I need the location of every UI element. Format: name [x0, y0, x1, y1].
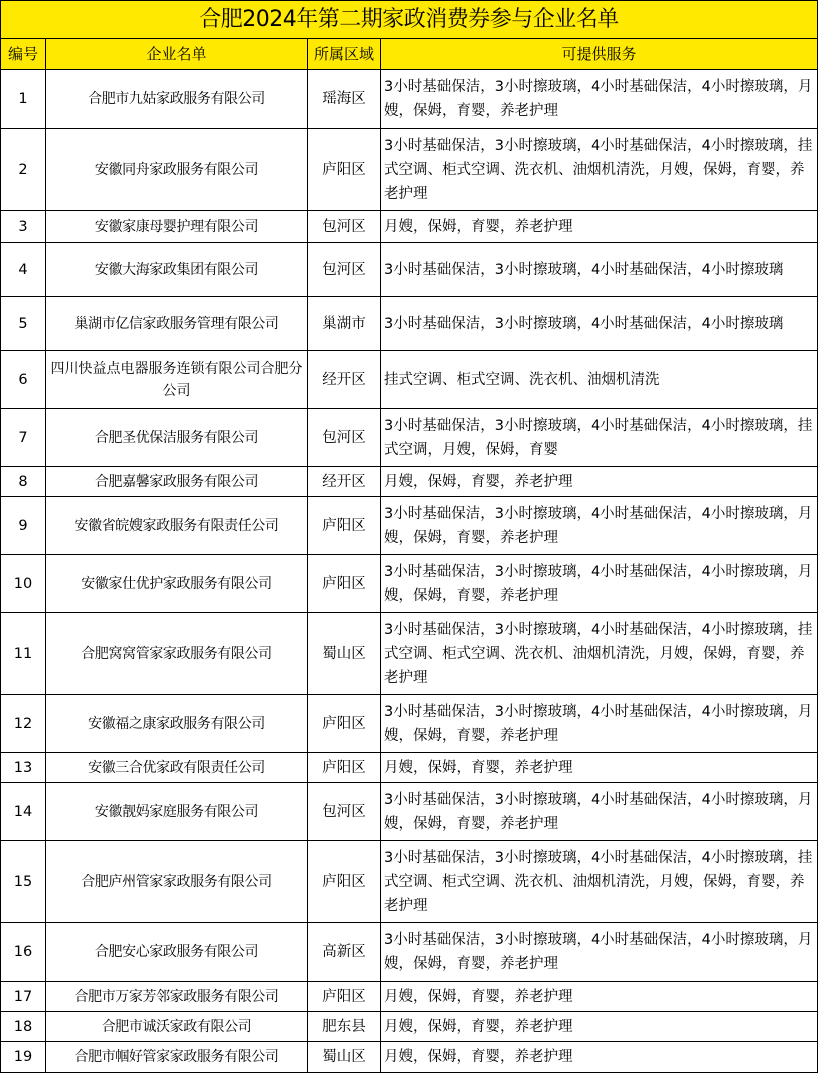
row-number: 15 [1, 841, 46, 923]
table-row [1, 555, 818, 613]
services: 3小时基础保洁，3小时擦玻璃，4小时基础保洁，4小时擦玻璃，月嫂，保姆，育婴，养老护理 [381, 555, 818, 613]
services: 月嫂，保姆，育婴，养老护理 [381, 1042, 818, 1073]
row-number: 14 [1, 783, 46, 841]
district: 庐阳区 [308, 982, 381, 1012]
table-row [1, 1042, 818, 1073]
services: 月嫂，保姆，育婴，养老护理 [381, 467, 818, 497]
services: 3小时基础保洁，3小时擦玻璃，4小时基础保洁，4小时擦玻璃，月嫂，保姆，育婴，养老护理 [381, 70, 818, 129]
district: 庐阳区 [308, 841, 381, 923]
services: 月嫂，保姆，育婴，养老护理 [381, 753, 818, 783]
company-name: 合肥圣优保洁服务有限公司 [46, 409, 308, 467]
company-name: 合肥市诚沃家政有限公司 [46, 1012, 308, 1042]
table-row [1, 497, 818, 555]
services: 月嫂，保姆，育婴，养老护理 [381, 211, 818, 243]
services: 3小时基础保洁，3小时擦玻璃，4小时基础保洁，4小时擦玻璃，挂式空调、柜式空调、洗衣机、油烟机清洗，月嫂，保姆，育婴，养老护理 [381, 841, 818, 923]
table-row [1, 211, 818, 243]
table-row [1, 1012, 818, 1042]
table-row [1, 409, 818, 467]
district: 庐阳区 [308, 695, 381, 753]
district: 蜀山区 [308, 1042, 381, 1073]
company-name: 合肥庐州管家家政服务有限公司 [46, 841, 308, 923]
header-row [1, 39, 818, 70]
company-name: 安徽三合优家政有限责任公司 [46, 753, 308, 783]
services: 3小时基础保洁，3小时擦玻璃，4小时基础保洁，4小时擦玻璃，挂式空调、柜式空调、洗衣机、油烟机清洗，月嫂，保姆，育婴，养老护理 [381, 613, 818, 695]
header-services: 可提供服务 [381, 39, 818, 70]
district: 肥东县 [308, 1012, 381, 1042]
table-row [1, 129, 818, 211]
company-name: 合肥市帼好管家家政服务有限公司 [46, 1042, 308, 1073]
district: 经开区 [308, 467, 381, 497]
row-number: 3 [1, 211, 46, 243]
company-name: 合肥窝窝管家家政服务有限公司 [46, 613, 308, 695]
services: 月嫂，保姆，育婴，养老护理 [381, 1012, 818, 1042]
district: 经开区 [308, 351, 381, 409]
header-area: 所属区域 [308, 39, 381, 70]
row-number: 10 [1, 555, 46, 613]
company-name: 四川快益点电器服务连锁有限公司合肥分公司 [46, 351, 308, 409]
row-number: 17 [1, 982, 46, 1012]
table-row [1, 753, 818, 783]
row-number: 13 [1, 753, 46, 783]
company-name: 安徽家康母婴护理有限公司 [46, 211, 308, 243]
row-number: 12 [1, 695, 46, 753]
services: 3小时基础保洁，3小时擦玻璃，4小时基础保洁，4小时擦玻璃，挂式空调，月嫂，保姆，育婴 [381, 409, 818, 467]
header-num: 编号 [1, 39, 46, 70]
table-row [1, 297, 818, 351]
row-number: 9 [1, 497, 46, 555]
services: 3小时基础保洁，3小时擦玻璃，4小时基础保洁，4小时擦玻璃 [381, 297, 818, 351]
sheet-title: 合肥2024年第二期家政消费券参与企业名单 [1, 1, 818, 39]
district: 庐阳区 [308, 129, 381, 211]
company-name: 安徽大海家政集团有限公司 [46, 243, 308, 297]
table-row [1, 695, 818, 753]
header-company: 企业名单 [46, 39, 308, 70]
row-number: 6 [1, 351, 46, 409]
district: 蜀山区 [308, 613, 381, 695]
services: 3小时基础保洁，3小时擦玻璃，4小时基础保洁，4小时擦玻璃，月嫂，保姆，育婴，养老护理 [381, 497, 818, 555]
table-row [1, 613, 818, 695]
row-number: 19 [1, 1042, 46, 1073]
row-number: 7 [1, 409, 46, 467]
row-number: 1 [1, 70, 46, 129]
services: 3小时基础保洁，3小时擦玻璃，4小时基础保洁，4小时擦玻璃，挂式空调、柜式空调、洗衣机、油烟机清洗，月嫂，保姆，育婴，养老护理 [381, 129, 818, 211]
company-name: 巢湖市亿信家政服务管理有限公司 [46, 297, 308, 351]
row-number: 4 [1, 243, 46, 297]
district: 庐阳区 [308, 753, 381, 783]
company-name: 安徽同舟家政服务有限公司 [46, 129, 308, 211]
row-number: 8 [1, 467, 46, 497]
table-row [1, 841, 818, 923]
company-name: 合肥市九姑家政服务有限公司 [46, 70, 308, 129]
row-number: 16 [1, 923, 46, 982]
services: 月嫂，保姆，育婴，养老护理 [381, 982, 818, 1012]
district: 巢湖市 [308, 297, 381, 351]
company-name: 安徽省皖嫂家政服务有限责任公司 [46, 497, 308, 555]
district: 包河区 [308, 409, 381, 467]
row-number: 18 [1, 1012, 46, 1042]
district: 包河区 [308, 243, 381, 297]
district: 包河区 [308, 783, 381, 841]
district: 庐阳区 [308, 555, 381, 613]
table-row [1, 243, 818, 297]
company-name: 安徽福之康家政服务有限公司 [46, 695, 308, 753]
table-row [1, 70, 818, 129]
district: 高新区 [308, 923, 381, 982]
row-number: 2 [1, 129, 46, 211]
company-name: 合肥安心家政服务有限公司 [46, 923, 308, 982]
services: 挂式空调、柜式空调、洗衣机、油烟机清洗 [381, 351, 818, 409]
district: 庐阳区 [308, 497, 381, 555]
company-name: 安徽家仕优护家政服务有限公司 [46, 555, 308, 613]
services: 3小时基础保洁，3小时擦玻璃，4小时基础保洁，4小时擦玻璃，月嫂，保姆，育婴，养老护理 [381, 923, 818, 982]
table-row [1, 783, 818, 841]
services: 3小时基础保洁，3小时擦玻璃，4小时基础保洁，4小时擦玻璃，月嫂，保姆，育婴，养老护理 [381, 783, 818, 841]
row-number: 5 [1, 297, 46, 351]
district: 瑶海区 [308, 70, 381, 129]
company-name: 合肥市万家芳邻家政服务有限公司 [46, 982, 308, 1012]
table-row [1, 982, 818, 1012]
row-number: 11 [1, 613, 46, 695]
company-name: 安徽靓妈家庭服务有限公司 [46, 783, 308, 841]
district: 包河区 [308, 211, 381, 243]
company-name: 合肥嘉馨家政服务有限公司 [46, 467, 308, 497]
table-row [1, 923, 818, 982]
services: 3小时基础保洁，3小时擦玻璃，4小时基础保洁，4小时擦玻璃，月嫂，保姆，育婴，养老护理 [381, 695, 818, 753]
services: 3小时基础保洁，3小时擦玻璃，4小时基础保洁，4小时擦玻璃 [381, 243, 818, 297]
title-row [1, 1, 818, 39]
table-row [1, 351, 818, 409]
table-row [1, 467, 818, 497]
